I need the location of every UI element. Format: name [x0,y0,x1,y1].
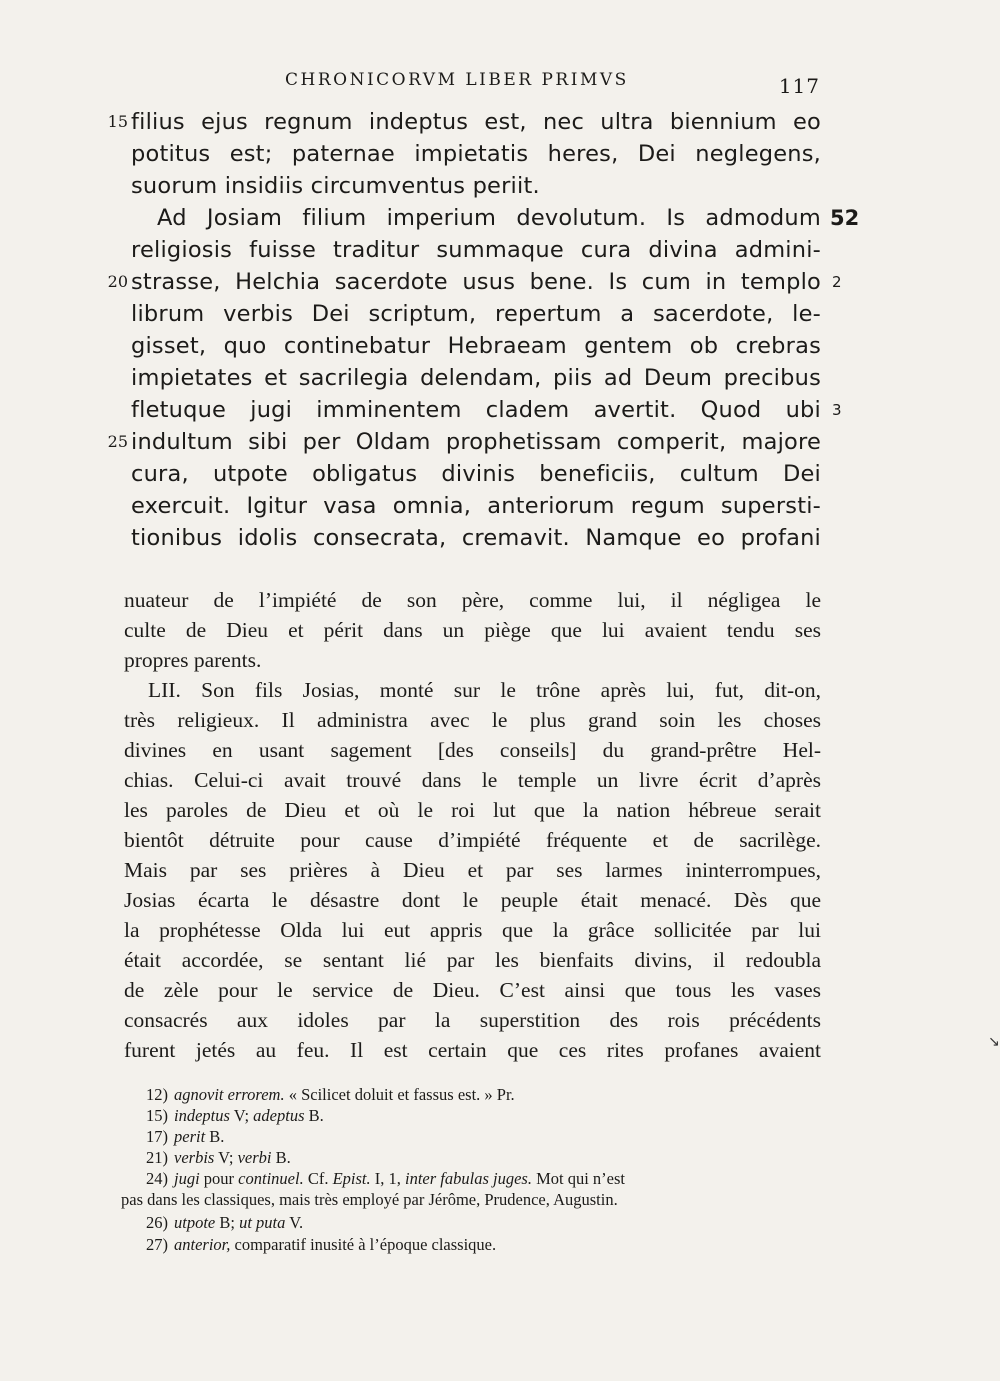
footnote-gloss: continuel. [238,1169,304,1188]
footnote-quote: inter fabulas juges. [405,1169,532,1188]
line-number: 20 [107,272,128,291]
french-line: bientôt détruite pour cause d’impiété fréquente et de sacrilège. [124,828,821,852]
page-header [130,68,820,98]
footnote [146,1147,291,1169]
footnote-text: B. [271,1148,291,1167]
footnote-variant: ut puta [239,1213,286,1232]
french-line: culte de Dieu et périt dans un piège que lui avaient tendu ses [124,618,821,642]
footnote-ref: 12) [146,1085,168,1104]
footnote-text: B; [215,1213,240,1232]
verse-margin-number: 2 [832,273,842,291]
french-line: nuateur de l’impiété de son père, comme lui, il négligea le [124,588,821,612]
french-line: furent jetés au feu. Il est certain que ces rites profanes avaient [124,1038,821,1062]
chapter-margin-number: 52 [830,206,860,230]
footnote-lemma: anterior, [174,1235,231,1254]
footnote-lemma: verbis [174,1148,215,1167]
footnote-lemma: jugi [174,1169,200,1188]
footnote [146,1234,496,1256]
french-line: divines en usant sagement [des conseils] du grand-prêtre Hel- [124,738,821,762]
french-line: Josias écarta le désastre dont le peuple était menacé. Dès que [124,888,821,912]
footnote-text: « Scilicet doluit et fassus est. » Pr. [284,1085,515,1104]
footnote-ref: 27) [146,1235,168,1254]
latin-line: religiosis fuisse traditur summaque cura divina admini- [131,237,821,263]
french-line: très religieux. Il administra avec le plus grand soin les choses [124,708,821,732]
latin-line: suorum insidiis circumventus periit. [131,173,540,199]
footnote-ref: 24) [146,1169,168,1188]
verse-margin-number: 3 [832,401,842,419]
footnote-lemma: perit [174,1127,206,1146]
footnote-continuation: pas dans les classiques, mais très employé par Jérôme, Prudence, Augustin. [121,1190,618,1209]
footnote-ref: 26) [146,1213,168,1232]
footnote-lemma: indeptus [174,1106,230,1125]
footnote [146,1084,515,1106]
footnote-text: I, 1, [370,1169,405,1188]
latin-line: potitus est; paternae impietatis heres, Dei neglegens, [131,141,821,167]
footnote-text: Mot qui n’est [531,1169,626,1188]
latin-line: fletuque jugi imminentem cladem avertit. Quod ubi [131,397,821,423]
footnote-variant: verbi [237,1148,272,1167]
footnote-text: V. [285,1213,304,1232]
footnote-text: B. [205,1127,225,1146]
page-number: 117 [778,74,820,98]
ink-speck: ↘ [988,1034,1000,1050]
footnote-text: pour [199,1169,239,1188]
latin-line: indultum sibi per Oldam prophetissam comperit, majore [131,429,821,455]
line-number: 15 [107,112,128,131]
latin-line: filius ejus regnum indeptus est, nec ultra biennium eo [131,109,821,135]
footnote-ref: 21) [146,1148,168,1167]
footnote-lemma: agnovit errorem. [174,1085,285,1104]
latin-line: Ad Josiam filium imperium devolutum. Is admodum [157,205,821,231]
french-line: consacrés aux idoles par la superstition des rois précédents [124,1008,821,1032]
footnote [146,1126,224,1148]
line-number: 25 [107,432,128,451]
footnote [146,1168,625,1190]
footnote-text: B. [304,1106,324,1125]
french-line: les paroles de Dieu et où le roi lut que la nation hébreue serait [124,798,821,822]
footnote-text: V; [214,1148,238,1167]
french-line: LII. Son fils Josias, monté sur le trône après lui, fut, dit-on, [148,678,821,702]
french-line: chias. Celui-ci avait trouvé dans le temple un livre écrit d’après [124,768,821,792]
footnote-ref: 15) [146,1106,168,1125]
footnote-source: Epist. [332,1169,371,1188]
footnote-text: comparatif inusité à l’époque classique. [230,1235,497,1254]
latin-line: impietates et sacrilegia delendam, piis ad Deum precibus [131,365,821,391]
footnote-text: Cf. [303,1169,333,1188]
latin-line: librum verbis Dei scriptum, repertum a sacerdote, le- [131,301,821,327]
footnote [146,1212,303,1234]
latin-line: strasse, Helchia sacerdote usus bene. Is cum in templo [131,269,821,295]
footnote-lemma: utpote [174,1213,216,1232]
french-line: était accordée, se sentant lié par les bienfaits divins, il redoubla [124,948,821,972]
french-line: la prophétesse Olda lui eut appris que la grâce sollicitée par lui [124,918,821,942]
running-title: CHRONICORVM LIBER PRIMVS [285,70,629,90]
latin-line: tionibus idolis consecrata, cremavit. Namque eo profani [131,525,821,551]
footnote [146,1105,324,1127]
footnote-ref: 17) [146,1127,168,1146]
latin-line: cura, utpote obligatus divinis beneficiis, cultum Dei [131,461,821,487]
footnote-variant: adeptus [253,1106,305,1125]
french-line: propres parents. [124,648,262,672]
latin-line: exercuit. Igitur vasa omnia, anteriorum regum supersti- [131,493,821,519]
french-line: Mais par ses prières à Dieu et par ses larmes ininterrompues, [124,858,821,882]
latin-line: gisset, quo continebatur Hebraeam gentem ob crebras [131,333,821,359]
footnote-text: V; [229,1106,254,1125]
french-line: de zèle pour le service de Dieu. C’est ainsi que tous les vases [124,978,821,1002]
